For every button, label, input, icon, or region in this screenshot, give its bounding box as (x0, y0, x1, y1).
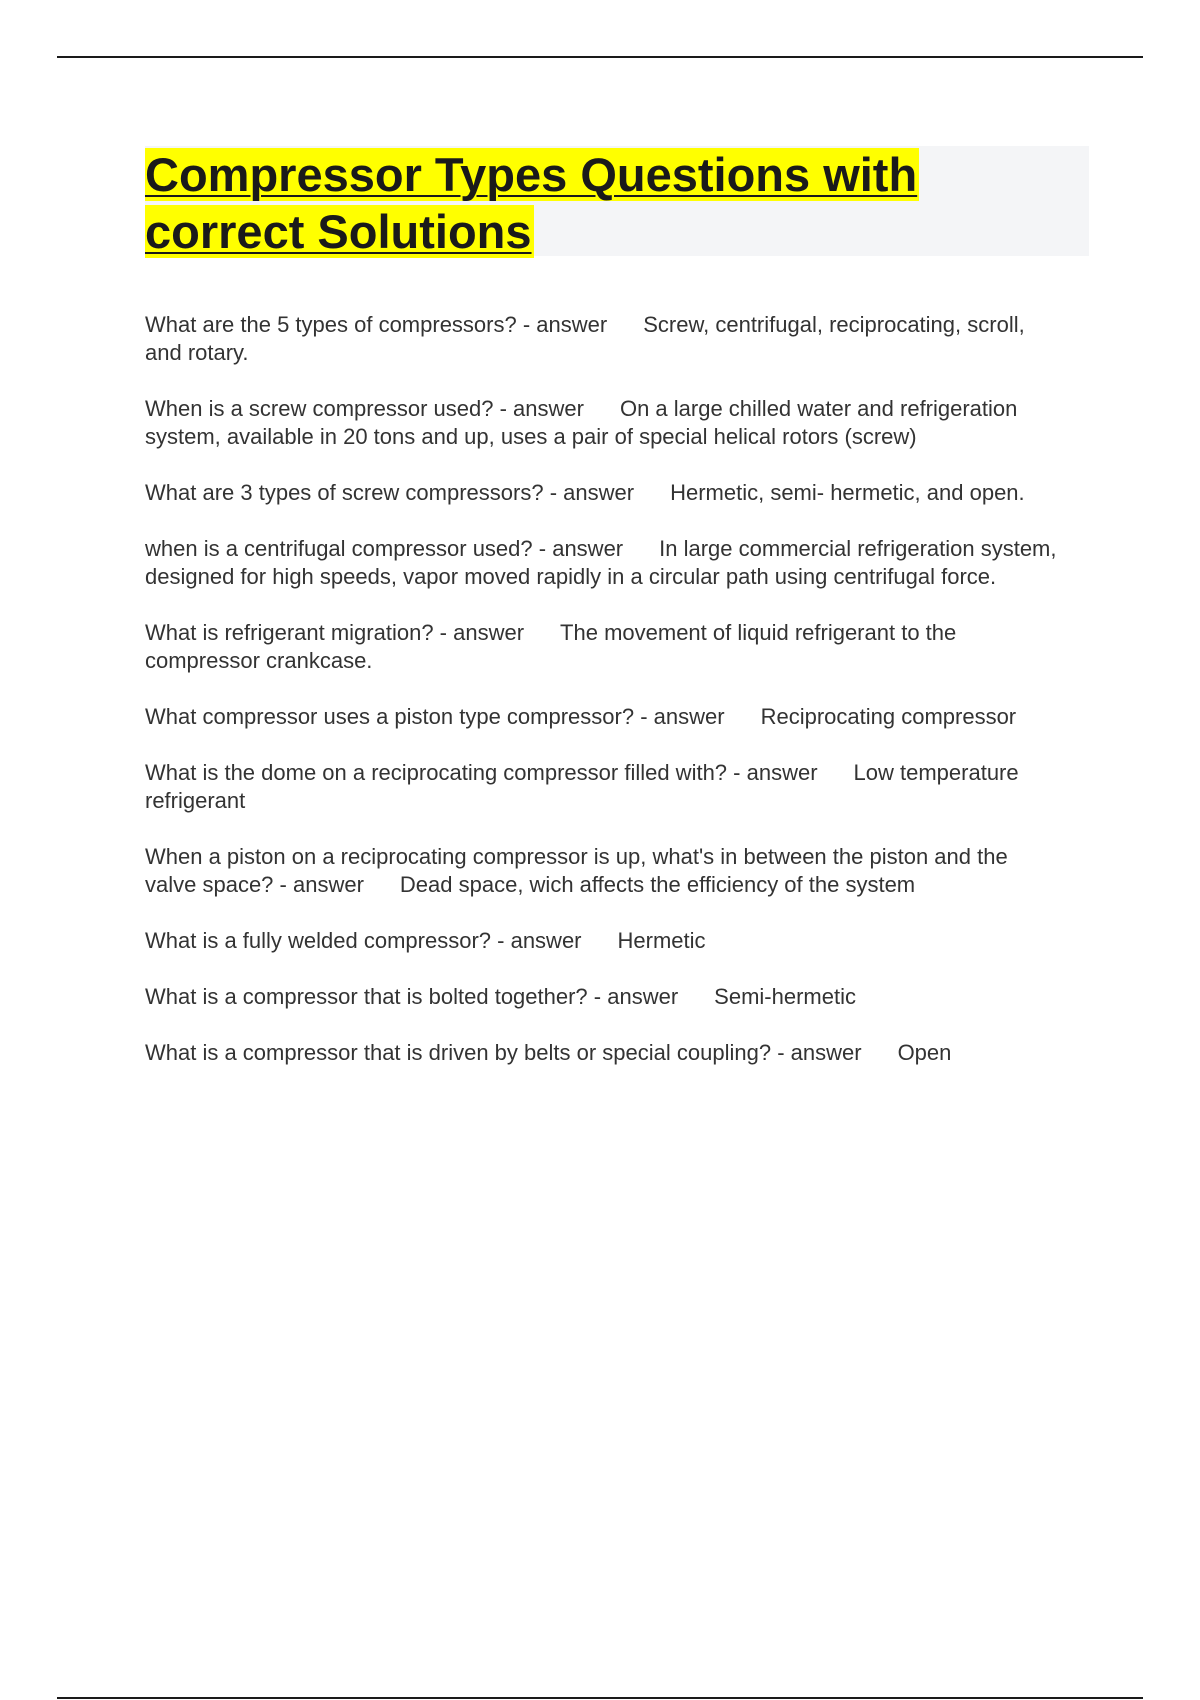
question-text: What is a compressor that is driven by belts or special coupling? (145, 1040, 772, 1065)
page-title (145, 146, 1089, 260)
question-text: When is a screw compressor used? (145, 396, 494, 421)
answer-separator: - answer (433, 620, 525, 645)
qa-item-1 (145, 311, 1065, 367)
qa-list (145, 311, 1065, 1095)
answer-separator: - answer (587, 984, 679, 1009)
answer-text: The movement of liquid refrigerant to the compressor crankcase. (145, 620, 957, 673)
answer-separator: - answer (491, 928, 582, 953)
qa-item-9 (145, 927, 1065, 955)
answer-separator: - answer (771, 1040, 862, 1065)
answer-text: Screw, centrifugal, reciprocating, scroll, and rotary. (145, 312, 1025, 365)
qa-item-3 (145, 479, 1065, 507)
qa-item-5 (145, 619, 1065, 675)
answer-text: Semi-hermetic (714, 984, 856, 1009)
answer-separator: - answer (273, 872, 364, 897)
question-text: What is a compressor that is bolted together? (145, 984, 588, 1009)
qa-item-4 (145, 535, 1065, 591)
top-rule (57, 56, 1143, 58)
answer-text: Hermetic, semi- hermetic, and open. (670, 480, 1025, 505)
question-text: What are the 5 types of compressors? (145, 312, 517, 337)
question-text: What compressor uses a piston type compressor? (145, 704, 635, 729)
answer-text: Reciprocating compressor (760, 704, 1017, 729)
question-text: when is a centrifugal compressor used? (145, 536, 533, 561)
qa-item-7 (145, 759, 1065, 815)
answer-text: In large commercial refrigeration system, designed for high speeds, vapor moved rapidly in a circular path using centrifugal force. (145, 536, 1057, 589)
answer-separator: - answer (727, 760, 818, 785)
question-text: What is refrigerant migration? (145, 620, 434, 645)
answer-text: Low temperature refrigerant (145, 760, 1019, 813)
answer-text: Dead space, wich affects the efficiency of the system (399, 872, 916, 897)
answer-separator: - answer (516, 312, 608, 337)
bottom-rule (57, 1697, 1143, 1699)
qa-item-8 (145, 843, 1065, 899)
qa-item-10 (145, 983, 1065, 1011)
answer-separator: - answer (493, 396, 584, 421)
title-block (145, 146, 1089, 256)
question-text: What is the dome on a reciprocating compressor filled with? (145, 760, 728, 785)
qa-item-2 (145, 395, 1065, 451)
page-title-text: Compressor Types Questions with correct Solutions (145, 148, 918, 258)
answer-text: Hermetic (617, 928, 706, 953)
question-text: When a piston on a reciprocating compressor is up, what's in between the piston and the valve space? (145, 844, 1008, 897)
qa-item-6 (145, 703, 1065, 731)
question-text: What are 3 types of screw compressors? (145, 480, 544, 505)
answer-text: Open (897, 1040, 952, 1065)
answer-text: On a large chilled water and refrigeration system, available in 20 tons and up, uses a pair of special helical rotors (screw) (145, 396, 1018, 449)
answer-separator: - answer (532, 536, 624, 561)
question-text: What is a fully welded compressor? (145, 928, 492, 953)
qa-item-11 (145, 1039, 1065, 1067)
answer-separator: - answer (634, 704, 725, 729)
answer-separator: - answer (543, 480, 635, 505)
